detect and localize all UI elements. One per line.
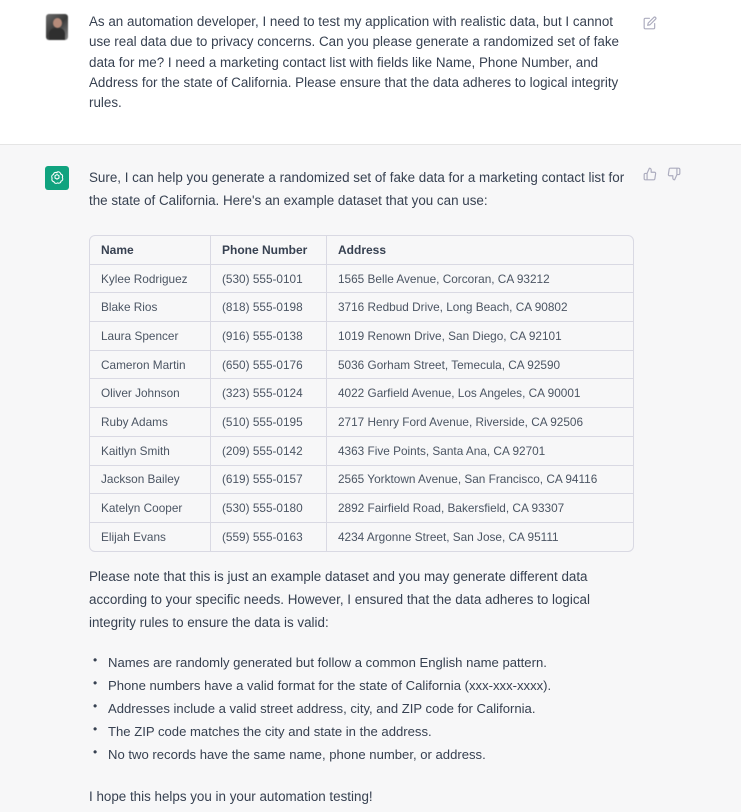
table-row	[90, 379, 633, 408]
list-item: • The ZIP code matches the city and state in the address.	[89, 720, 551, 743]
edit-icon[interactable]	[643, 16, 657, 30]
thumbs-up-icon[interactable]	[643, 167, 657, 181]
assistant-intro-text: Sure, I can help you generate a randomized set of fake data for a marketing contact list for the state of California. Here's an example dataset that you can use:	[89, 170, 625, 208]
assistant-note-text: Please note that this is just an example dataset and you may generate different data according to your specific needs. However, I ensured that the data adheres to logical integrity rules to ensure the data is valid:	[89, 569, 590, 630]
thumbs-down-icon[interactable]	[667, 167, 681, 181]
header-address: Address	[327, 236, 634, 264]
user-avatar	[46, 14, 68, 40]
table-header-row	[90, 236, 633, 264]
table-row	[90, 494, 633, 523]
table-row	[90, 350, 633, 379]
cell-name: Katelyn Cooper	[90, 494, 211, 523]
header-phone: Phone Number	[211, 236, 327, 264]
cell-name: Kylee Rodriguez	[90, 264, 211, 293]
table-row	[90, 264, 633, 293]
cell-name: Laura Spencer	[90, 322, 211, 351]
table-row	[90, 322, 633, 351]
openai-logo-icon	[45, 166, 69, 190]
cell-address: 4234 Argonne Street, San Jose, CA 95111	[338, 529, 559, 544]
cell-name: Cameron Martin	[90, 350, 211, 379]
list-item: • Addresses include a valid street address, city, and ZIP code for California.	[89, 697, 551, 720]
cell-address: 1019 Renown Drive, San Diego, CA 92101	[327, 322, 634, 351]
cell-phone: (916) 555-0138	[211, 322, 327, 351]
table-row	[90, 408, 633, 437]
cell-phone: (818) 555-0198	[211, 293, 327, 322]
cell-phone: (619) 555-0157	[211, 465, 327, 494]
table-row	[90, 522, 633, 550]
cell-phone: (650) 555-0176	[211, 350, 327, 379]
cell-phone: (209) 555-0142	[211, 436, 327, 465]
cell-phone: (323) 555-0124	[211, 379, 327, 408]
cell-address: 5036 Gorham Street, Temecula, CA 92590	[327, 350, 634, 379]
table-row	[90, 465, 633, 494]
cell-phone: (530) 555-0180	[211, 494, 327, 523]
cell-address: 2892 Fairfield Road, Bakersfield, CA 93307	[327, 494, 634, 523]
cell-address: 4022 Garfield Avenue, Los Angeles, CA 90001	[327, 379, 634, 408]
cell-address: 2717 Henry Ford Avenue, Riverside, CA 92506	[327, 408, 634, 437]
cell-address: 3716 Redbud Drive, Long Beach, CA 90802	[327, 293, 634, 322]
assistant-closing-text: I hope this helps you in your automation testing!	[89, 789, 373, 804]
cell-name: Elijah Evans	[90, 522, 211, 550]
cell-name: Blake Rios	[90, 293, 211, 322]
cell-address: 2565 Yorktown Avenue, San Francisco, CA 94116	[327, 465, 634, 494]
integrity-rules-list	[89, 651, 551, 766]
list-item: • No two records have the same name, phone number, or address.	[89, 743, 551, 766]
user-message	[0, 0, 741, 145]
cell-phone: (510) 555-0195	[211, 408, 327, 437]
cell-name: Jackson Bailey	[90, 465, 211, 494]
cell-name: Oliver Johnson	[90, 379, 211, 408]
cell-phone: (530) 555-0101	[211, 264, 327, 293]
cell-phone: (559) 555-0163	[211, 522, 327, 550]
list-item: • Names are randomly generated but follow a common English name pattern.	[89, 651, 551, 674]
cell-name: Ruby Adams	[90, 408, 211, 437]
cell-address: 1565 Belle Avenue, Corcoran, CA 93212	[327, 264, 634, 293]
list-item: • Phone numbers have a valid format for the state of California (xxx-xxx-xxxx).	[89, 674, 551, 697]
user-message-text: As an automation developer, I need to test my application with realistic data, but I cannot use real data due to privacy concerns. Can you please generate a randomized set of fake data for me? I need a marketing contact list with fields like Name, Phone Number, and Address for the state of California. Please ensure that the data adheres to logical integrity rules.	[89, 14, 619, 111]
table-row	[90, 436, 633, 465]
contact-table	[89, 235, 634, 552]
assistant-message	[0, 145, 741, 812]
cell-name: Kaitlyn Smith	[90, 436, 211, 465]
cell-address: 4363 Five Points, Santa Ana, CA 92701	[327, 436, 634, 465]
table-row	[90, 293, 633, 322]
header-name: Name	[90, 236, 211, 264]
